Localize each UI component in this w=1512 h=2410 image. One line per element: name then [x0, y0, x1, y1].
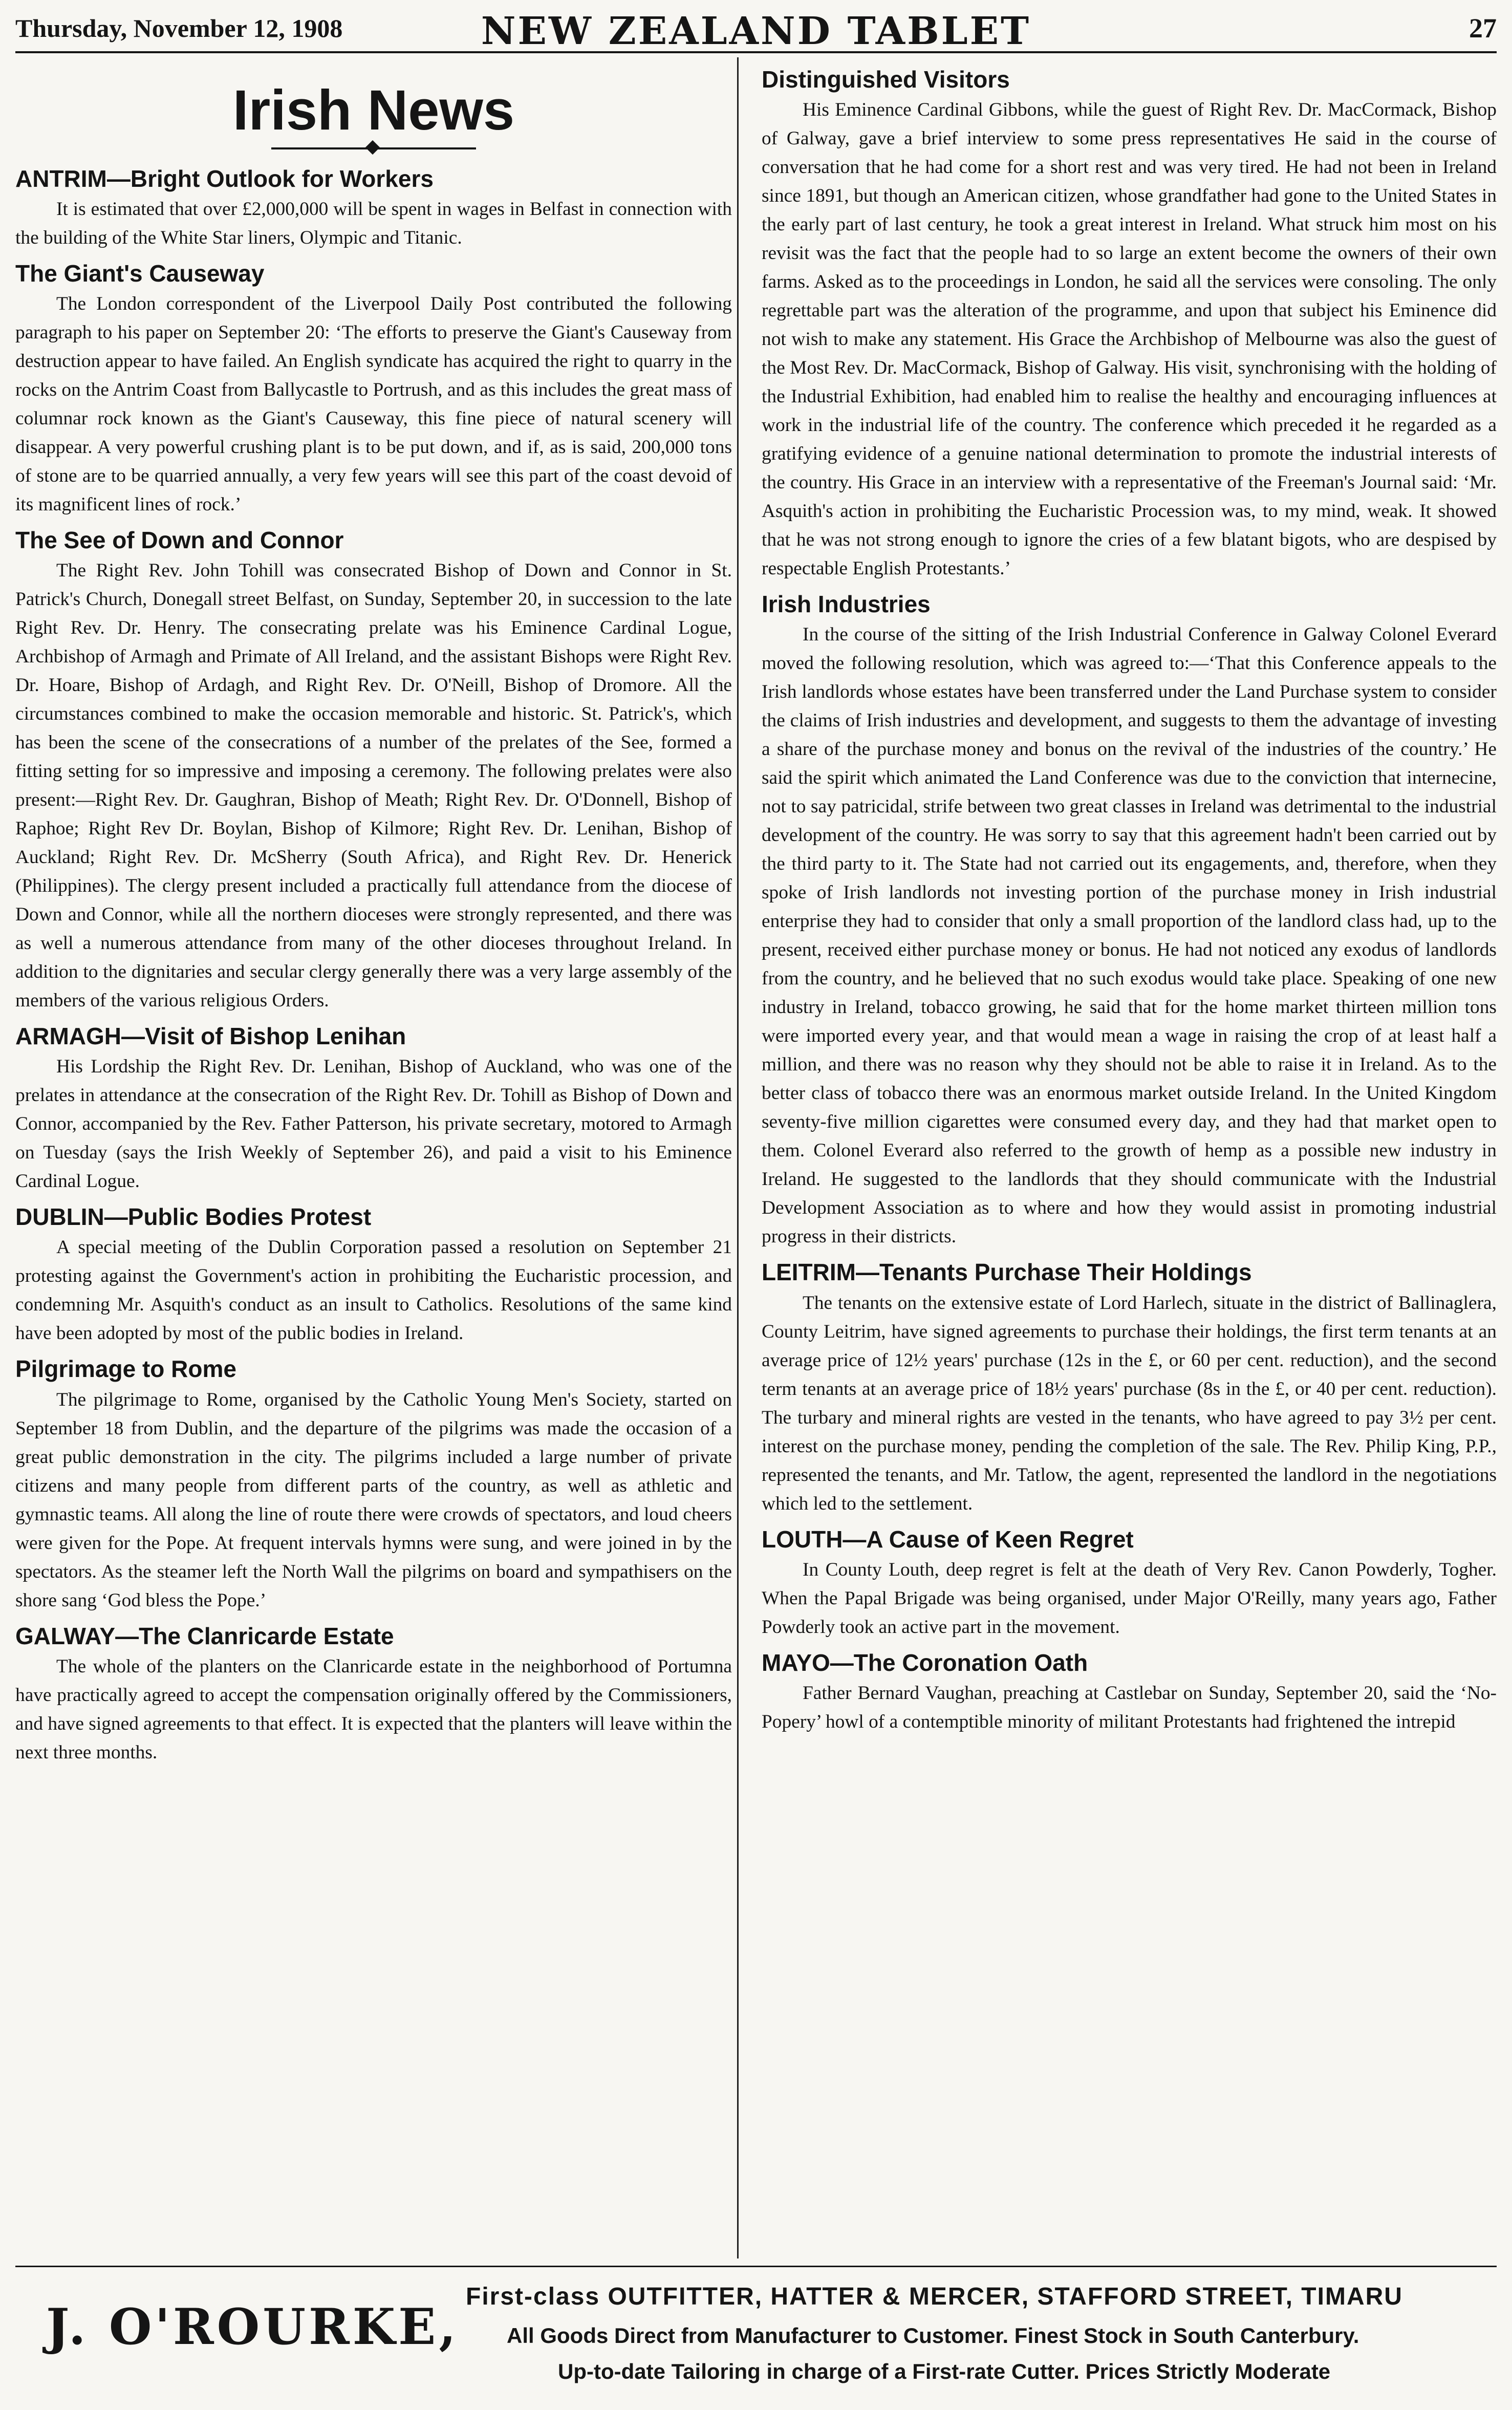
article-antrim: [15, 165, 732, 252]
article-heading: Distinguished Visitors: [762, 66, 1010, 93]
article-galway: [15, 1622, 732, 1767]
ad-line-trade: First-class OUTFITTER, HATTER & MERCER, STAFFORD STREET, TIMARU: [466, 2283, 1403, 2310]
article-body: His Eminence Cardinal Gibbons, while the guest of Right Rev. Dr. MacCormack, Bishop of Galway, gave a brief interview to some press representatives He said in the course of conversation that he had come for a short rest and was very tired. He had not been in Ireland since 1891, but though an American citizen, whose grandfather had gone to the United States in the early part of last century, he took a great interest in Ireland. What struck him most on his revisit was the fact that the people had to so large an extent become the owners of their own farms. Asked as to the proceedings in London, he said all the services were consoling. The only regrettable part was the alteration of the programme, and upon that subject his Eminence did not wish to make any statement. His Grace the Archbishop of Melbourne was also the guest of the Most Rev. Dr. MacCormack, Bishop of Galway. His visit, synchronising with the holding of the Industrial Exhibition, had enabled him to realise the healthy and encouraging influences at work in the industrial life of the country. The conference which preceded it he regarded as a gratifying evidence of a genuine national determination to promote the industrial interests of the country. His Grace in an interview with a representative of the Freeman's Journal said: ‘Mr. Asquith's action in prohibiting the Eucharistic Procession was, to my mind, weak. It showed that he was not strong enough to ignore the cries of a few blatant bigots, who are despised by respectable English Protestants.’: [762, 99, 1497, 579]
article-heading: The Giant's Causeway: [15, 260, 265, 287]
article-heading: The See of Down and Connor: [15, 526, 344, 553]
article-heading: LOUTH—A Cause of Keen Regret: [762, 1525, 1134, 1553]
article-distinguished-visitors: [762, 66, 1497, 583]
article-pilgrimage: [15, 1355, 732, 1615]
article-leitrim: [762, 1258, 1497, 1518]
page-number: 27: [1469, 13, 1497, 44]
article-body: In the course of the sitting of the Irish Industrial Conference in Galway Colonel Everard moved the following resolution, which was agreed to:—‘That this Conference appeals to the Irish landlords whose estates have been transferred under the Land Purchase system to consider the claims of Irish industries and development, and suggests to them the advantage of investing a share of the purchase money and bonus on the revival of the industries of the country.’ He said the spirit which animated the Land Conference was due to the conviction that internecine, not to say patricidal, strife between two great classes in Ireland was detrimental to the industrial development of the country. He was sorry to say that this agreement hadn't been carried out by the third party to it. The State had not carried out its engagements, and, therefore, when they spoke of Irish landlords not investing portion of the purchase money in Irish industrial enterprise they had to consider that only a small proportion of the landlord class had, up to the present, received either purchase money or bonus. He had not noticed any exodus of landlords from the country, and he believed that no such exodus would take place. Speaking of one new industry in Ireland, tobacco growing, he said that for the home market thirteen million tons were imported every year, and that would mean a wage in raising the crop of at least half a million, and there was no reason why they should not be able to raise it in Ireland. As to the better class of tobacco there was an enormous market outside Ireland. In the United Kingdom seventy-five million cigarettes were consumed every day, and they had that market open to them. Colonel Everard also referred to the growth of hemp as a possible new industry in Ireland. He suggested to the landlords that they should communicate with the Industrial Development Association as to where and how they would assist in promoting industrial progress in their districts.: [762, 624, 1497, 1247]
masthead: [15, 8, 1497, 53]
article-heading: DUBLIN—Public Bodies Protest: [15, 1203, 372, 1231]
article-armagh: [15, 1022, 732, 1196]
ad-line-tailoring: Up-to-date Tailoring in charge of a First-rate Cutter. Prices Strictly Moderate: [558, 2359, 1331, 2383]
title-ornament: [271, 147, 476, 149]
article-body: The pilgrimage to Rome, organised by the Catholic Young Men's Society, started on September 18 from Dublin, and the departure of the pilgrims was made the occasion of a great public demonstration in the city. The pilgrims included a large number of private citizens and many people from different parts of the country, as well as athletic and gymnastic teams. All along the line of route there were crowds of spectators, and loud cheers were given for the Pope. At frequent intervals hymns were sung, and were joined in by the spectators. As the steamer left the North Wall the pilgrims on board and sympathisers on the shore sang ‘God bless the Pope.’: [15, 1389, 732, 1611]
article-body: A special meeting of the Dublin Corporation passed a resolution on September 21 protesting against the Government's action in prohibiting the Eucharistic procession, and condemning Mr. Asquith's conduct as an insult to Catholics. Resolutions of the same kind have been adopted by most of the public bodies in Ireland.: [15, 1237, 732, 1344]
article-giants-causeway: [15, 260, 732, 519]
advertiser-name: J. O'ROURKE,: [46, 2298, 459, 2356]
article-body: It is estimated that over £2,000,000 will be spent in wages in Belfast in connection with the building of the White Star liners, Olympic and Titanic.: [15, 198, 732, 248]
article-down-and-connor: [15, 526, 732, 1015]
left-column: [15, 60, 732, 2262]
article-heading: MAYO—The Coronation Oath: [762, 1649, 1088, 1676]
article-heading: LEITRIM—Tenants Purchase Their Holdings: [762, 1259, 1252, 1286]
article-heading: ARMAGH—Visit of Bishop Lenihan: [15, 1023, 406, 1050]
article-dublin: [15, 1203, 732, 1348]
right-column: [762, 60, 1497, 2262]
section-title: Irish News: [232, 79, 515, 142]
advertisement-footer: [15, 2266, 1497, 2405]
article-heading: Pilgrimage to Rome: [15, 1355, 236, 1383]
article-body: In County Louth, deep regret is felt at the death of Very Rev. Canon Powderly, Togher. When the Papal Brigade was being organised, under Major O'Reilly, many years ago, Father Powderly took an active part in the movement.: [762, 1559, 1497, 1638]
issue-date: Thursday, November 12, 1908: [15, 14, 343, 42]
article-body: The tenants on the extensive estate of Lord Harlech, situate in the district of Ballinaglera, County Leitrim, have signed agreements to purchase their holdings, the first term tenants at an average price of 12½ years' purchase (12s in the £, or 60 per cent. reduction), and the second term tenants at an average price of 18½ years' purchase (8s in the £, or 40 per cent. reduction). The turbary and mineral rights are vested in the tenants, who have agreed to pay 3½ per cent. interest on the purchase money, pending the completion of the sale. The Rev. Philip King, P.P., represented the tenants, and Mr. Tatlow, the agent, represented the landlord in the negotiations which led to the settlement.: [762, 1292, 1497, 1514]
ad-line-goods: All Goods Direct from Manufacturer to Customer. Finest Stock in South Canterbury.: [507, 2323, 1359, 2348]
article-heading: Irish Industries: [762, 591, 931, 618]
article-body: Father Bernard Vaughan, preaching at Castlebar on Sunday, September 20, said the ‘No-Popery’ howl of a contemptible minority of militant Protestants had frightened the intrepid: [762, 1682, 1497, 1732]
article-body: His Lordship the Right Rev. Dr. Lenihan, Bishop of Auckland, who was one of the prelates in attendance at the consecration of the Right Rev. Dr. Tohill as Bishop of Down and Connor, accompanied by the Rev. Father Patterson, his private secretary, motored to Armagh on Tuesday (says the Irish Weekly of September 26), and paid a visit to his Eminence Cardinal Logue.: [15, 1056, 732, 1192]
article-mayo: [762, 1649, 1497, 1736]
article-irish-industries: [762, 590, 1497, 1251]
article-heading: GALWAY—The Clanricarde Estate: [15, 1622, 394, 1649]
article-body: The London correspondent of the Liverpool Daily Post contributed the following paragraph to his paper on September 20: ‘The efforts to preserve the Giant's Causeway from destruction appear to have failed. An English syndicate has acquired the right to quarry in the rocks on the Antrim Coast from Ballycastle to Portrush, and as this includes the great mass of columnar rock known as the Giant's Causeway, this fine piece of natural scenery will disappear. A very powerful crushing plant is to be put down, and if, as is said, 200,000 tons of stone are to be quarried annually, a very few years will see this part of the coast devoid of its magnificent lines of rock.’: [15, 293, 732, 515]
article-heading: ANTRIM—Bright Outlook for Workers: [15, 165, 434, 192]
article-louth: [762, 1525, 1497, 1642]
article-body: The whole of the planters on the Clanricarde estate in the neighborhood of Portumna have practically agreed to accept the compensation originally offered by the Commissioners, and have signed agreements to that effect. It is expected that the planters will leave within the next three months.: [15, 1655, 732, 1763]
newspaper-title: NEW ZEALAND TABLET: [481, 9, 1031, 53]
column-divider: [737, 57, 739, 2258]
article-body: The Right Rev. John Tohill was consecrated Bishop of Down and Connor in St. Patrick's Church, Donegall street Belfast, on Sunday, September 20, in succession to the late Right Rev. Dr. Henry. The consecrating prelate was his Eminence Cardinal Logue, Archbishop of Armagh and Primate of All Ireland, and the assistant Bishops were Right Rev. Dr. Hoare, Bishop of Ardagh, and Right Rev. Dr. O'Neill, Bishop of Dromore. All the circumstances combined to make the occasion memorable and historic. St. Patrick's, which has been the scene of the consecrations of a number of the prelates of the See, formed a fitting setting for so impressive and imposing a ceremony. The following prelates were also present:—Right Rev. Dr. Gaughran, Bishop of Meath; Right Rev. Dr. O'Donnell, Bishop of Raphoe; Right Rev Dr. Boylan, Bishop of Kilmore; Right Rev. Dr. Lenihan, Bishop of Auckland; Right Rev. Dr. McSherry (South Africa), and Right Rev. Dr. Henerick (Philippines). The clergy present included a practically full attendance from the diocese of Down and Connor, while all the northern dioceses were strongly represented, and there was as well a numerous attendance from many of the other dioceses throughout Ireland. In addition to the dignitaries and secular clergy generally there was a very large assembly of the members of the various religious Orders.: [15, 560, 732, 1012]
